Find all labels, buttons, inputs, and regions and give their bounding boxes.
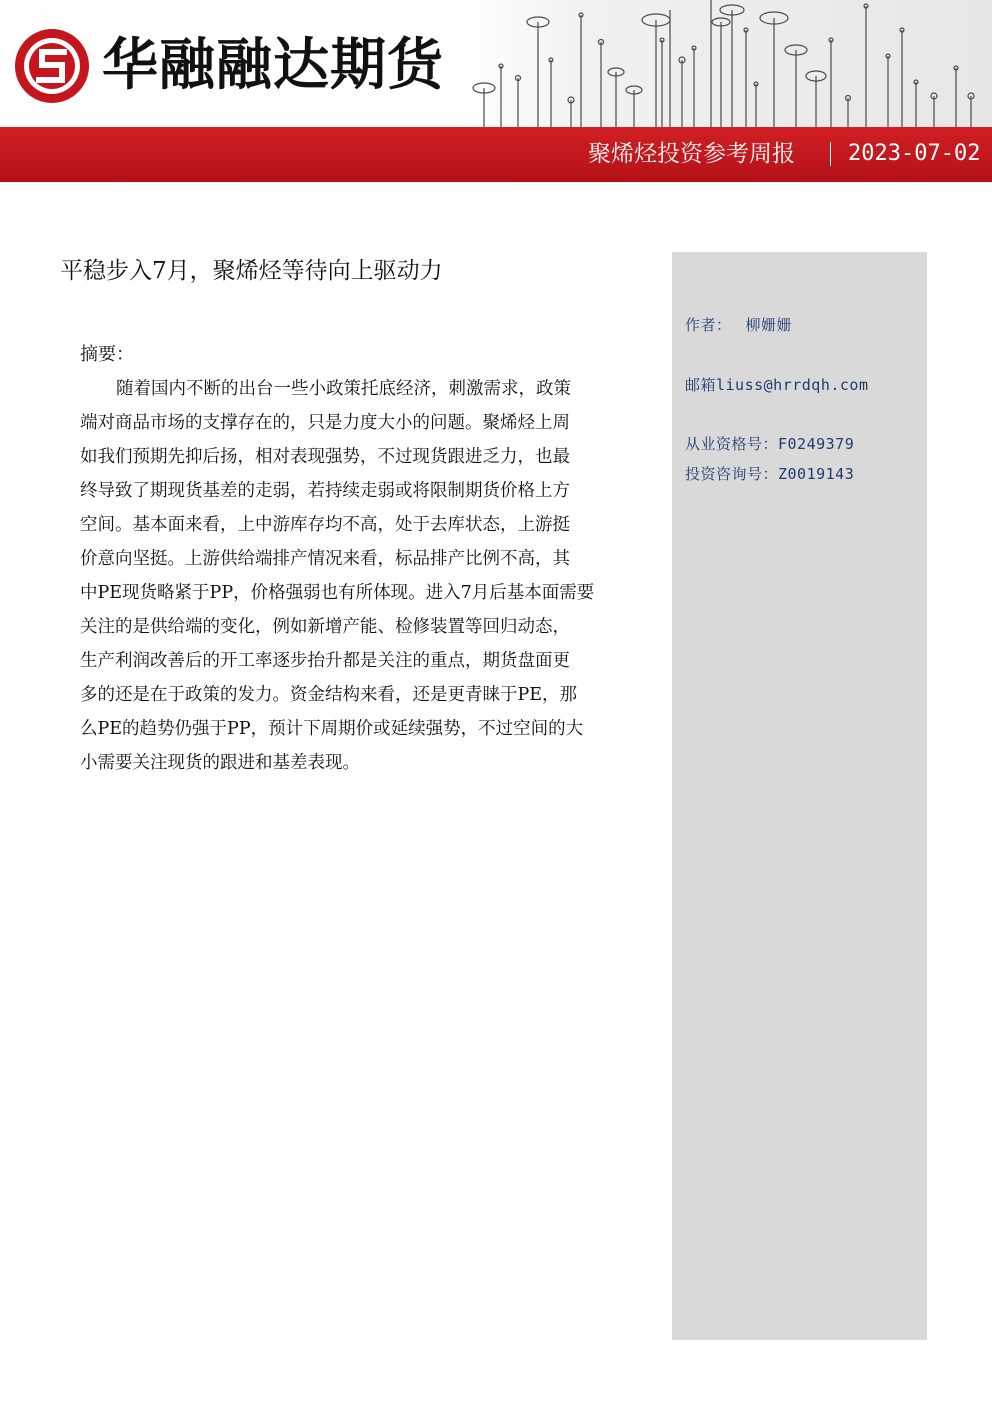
summary-line: 么PE的趋势仍强于PP，预计下周期价或延续强势，不过空间的大 [80,719,584,739]
author-label: 作者： [685,316,732,334]
brand-name: 华融融达期货 [102,33,444,98]
qualification-number: 从业资格号：F0249379 [685,435,855,453]
consulting-number: 投资咨询号：Z0019143 [685,465,855,483]
author-line [685,315,792,335]
summary-line: 小需要关注现货的跟进和基差表现。 [80,753,360,773]
summary-line: 多的还是在于政策的发力。资金结构来看，还是更青睐于PE，那 [80,685,578,705]
company-logo-icon [12,26,92,106]
report-date: 2023-07-02 [848,141,981,166]
banner-divider [830,142,831,166]
summary-line: 终导致了期现货基差的走弱，若持续走弱或将限制期货价格上方 [80,481,570,501]
author-email[interactable]: 邮箱liuss@hrrdqh.com [685,376,869,394]
article-title: 平稳步入7月，聚烯烃等待向上驱动力 [60,258,443,284]
header-decoration [456,0,992,128]
summary-line: 关注的是供给端的变化，例如新增产能、检修装置等回归动态， [80,617,570,637]
summary-line: 如我们预期先抑后扬，相对表现强势，不过现货跟进乏力，也最 [80,447,570,467]
summary-line: 端对商品市场的支撑存在的，只是力度大小的问题。聚烯烃上周 [80,413,570,433]
summary-line: 随着国内不断的出台一些小政策托底经济，刺激需求，政策 [116,379,571,399]
summary-body [80,372,620,780]
header-logo [12,26,452,110]
summary-line: 中PE现货略紧于PP，价格强弱也有所体现。进入7月后基本面需要 [80,583,595,603]
summary-label: 摘要： [80,344,134,365]
summary-line: 价意向坚挺。上游供给端排产情况来看，标品排产比例不高，其 [80,549,570,569]
author-sidebar [672,252,927,1340]
report-name: 聚烯烃投资参考周报 [588,141,795,167]
summary-line: 生产利润改善后的开工率逐步抬升都是关注的重点，期货盘面更 [80,651,570,671]
report-banner [0,127,992,182]
summary-line: 空间。基本面来看，上中游库存均不高，处于去库状态，上游挺 [80,515,570,535]
author-name: 柳姗姗 [745,316,793,334]
